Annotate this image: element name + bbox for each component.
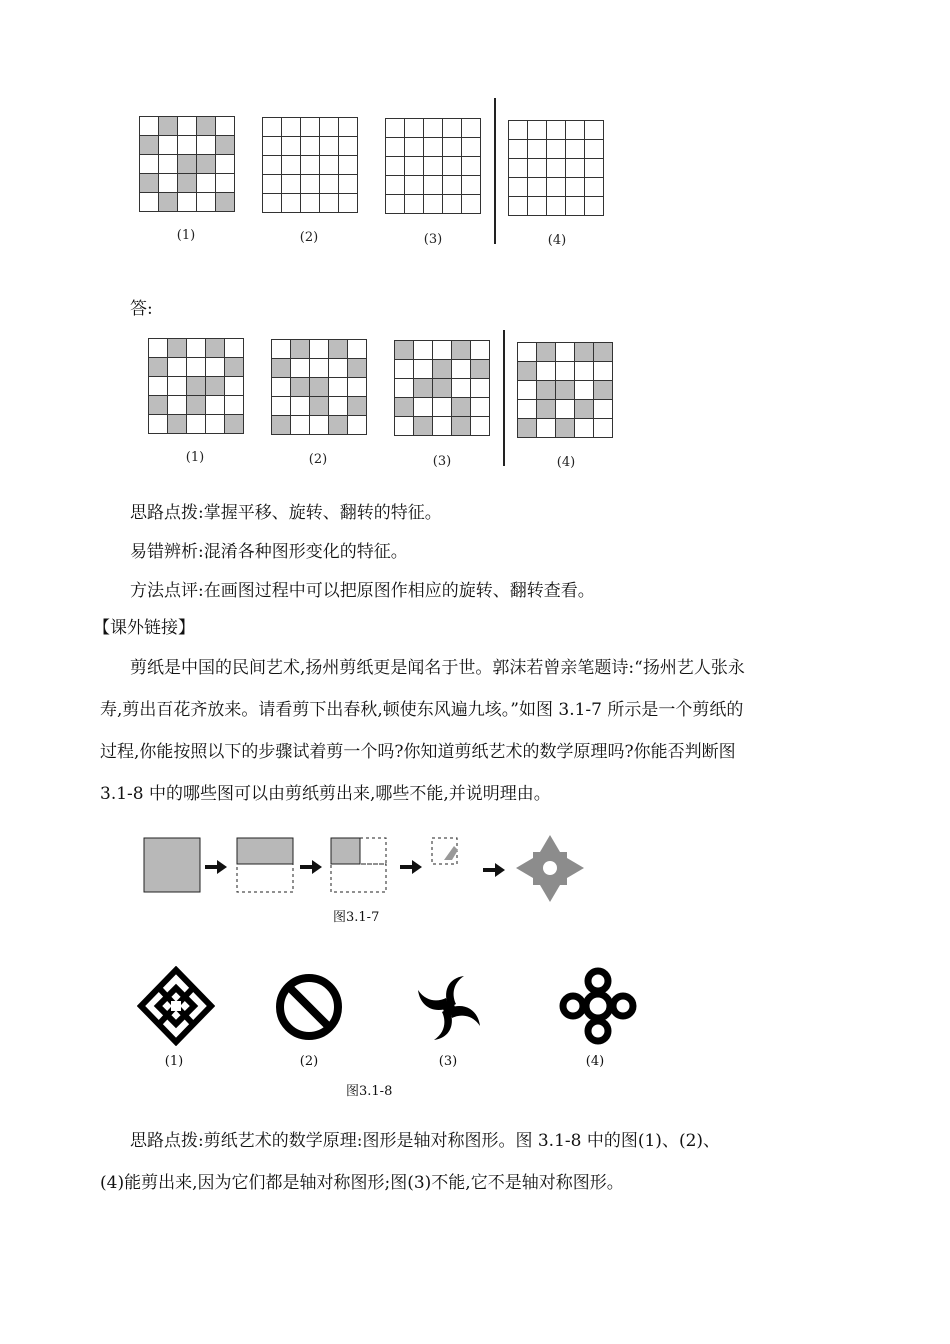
grid-cell <box>423 175 443 195</box>
folded-quarter <box>331 838 360 864</box>
grid-cell <box>290 415 310 435</box>
answer-grid-1 <box>148 338 244 434</box>
grid-cell <box>385 156 405 176</box>
grid-cell <box>148 414 168 434</box>
answer-caption-2: (2) <box>308 452 328 467</box>
grid-cell <box>271 377 291 397</box>
grid-cell-shaded <box>158 192 178 212</box>
grid-cell <box>196 173 216 193</box>
grid-cell <box>451 359 471 379</box>
answer-caption-3: (3) <box>432 454 452 469</box>
question-grid-3 <box>385 118 481 214</box>
grid-cell <box>281 193 301 213</box>
final-hint-line-2: (4)能剪出来,因为它们都是轴对称图形;图(3)不能,它不是轴对称图形。 <box>100 1173 624 1193</box>
grid-cell <box>271 396 291 416</box>
final-hint-line-1: 思路点拨:剪纸艺术的数学原理:图形是轴对称图形。图 3.1-8 中的图(1)、(2)、 <box>130 1131 721 1151</box>
hint-line-3: 方法点评:在画图过程中可以把原图作相应的旋转、翻转查看。 <box>130 581 595 601</box>
grid-cell <box>262 117 282 137</box>
grid-cell <box>385 175 405 195</box>
figure-3-1-8-caption-2: (2) <box>299 1054 319 1069</box>
arrow-icon <box>483 863 505 877</box>
grid-cell <box>432 340 452 360</box>
grid-cell-shaded <box>139 173 159 193</box>
grid-cell-shaded <box>413 378 433 398</box>
grid-cell <box>338 136 358 156</box>
grid-cell-shaded <box>196 154 216 174</box>
grid-cell <box>385 137 405 157</box>
grid-cell <box>527 158 547 178</box>
grid-cell <box>281 136 301 156</box>
dashed-quarter-right <box>360 838 386 864</box>
grid-cell-shaded <box>224 414 244 434</box>
answer-label: 答: <box>130 299 153 319</box>
hint-line-1: 思路点拨:掌握平移、旋转、翻转的特征。 <box>130 503 442 523</box>
grid-cell <box>423 118 443 138</box>
grid-cell <box>536 418 556 438</box>
question-caption-4: (4) <box>547 233 567 248</box>
grid-cell <box>413 397 433 417</box>
question-grid-4 <box>508 120 604 216</box>
grid-cell-shaded <box>470 359 490 379</box>
grid-cell <box>508 139 528 159</box>
grid-cell-shaded <box>451 397 471 417</box>
grid-cell <box>508 120 528 140</box>
grid-cell-shaded <box>555 418 575 438</box>
grid-cell <box>347 339 367 359</box>
grid-cell <box>517 380 537 400</box>
figure-3-1-8-caption-3: (3) <box>438 1054 458 1069</box>
grid-cell <box>148 376 168 396</box>
grid-cell <box>158 173 178 193</box>
grid-cell <box>319 174 339 194</box>
dashed-quarter-bottom <box>331 864 386 892</box>
grid-cell <box>470 340 490 360</box>
grid-cell <box>224 376 244 396</box>
grid-cell <box>309 339 329 359</box>
grid-cell <box>584 158 604 178</box>
grid-cell <box>300 155 320 175</box>
grid-cell <box>139 192 159 212</box>
grid-cell <box>470 416 490 436</box>
paragraph-line-2: 寿,剪出百花齐放来。请看剪下出春秋,顿使东风遍九垓。”如图 3.1-7 所示是一个剪纸的 <box>100 700 744 720</box>
grid-cell <box>224 338 244 358</box>
grid-cell <box>565 177 585 197</box>
grid-cell <box>404 156 424 176</box>
grid-cell <box>423 194 443 214</box>
grid-cell <box>574 418 594 438</box>
grid-cell <box>186 357 206 377</box>
paragraph-line-1: 剪纸是中国的民间艺术,扬州剪纸更是闻名于世。郭沫若曾亲笔题诗:“扬州艺人张永 <box>130 658 745 678</box>
grid-cell <box>574 361 594 381</box>
grid-cell <box>461 156 481 176</box>
grid-cell-shaded <box>432 378 452 398</box>
grid-cell <box>319 193 339 213</box>
grid-cell <box>527 120 547 140</box>
grid-cell <box>546 158 566 178</box>
grid-cell <box>593 399 613 419</box>
figure-3-1-8-shape-1 <box>137 966 215 1046</box>
figure-3-1-8-caption-4: (4) <box>585 1054 605 1069</box>
paragraph-line-4: 3.1-8 中的哪些图可以由剪纸剪出来,哪些不能,并说明理由。 <box>100 784 551 804</box>
grid-cell <box>404 175 424 195</box>
dashed-half <box>237 864 293 892</box>
grid-cell-shaded <box>309 396 329 416</box>
grid-cell <box>224 395 244 415</box>
grid-cell <box>309 415 329 435</box>
figure-3-1-8-caption: 图3.1-8 <box>346 1084 393 1099</box>
grid-cell-shaded <box>177 154 197 174</box>
grid-cell-shaded <box>167 338 187 358</box>
grid-cell <box>338 174 358 194</box>
grid-cell <box>423 137 443 157</box>
grid-cell-shaded <box>593 342 613 362</box>
grid-cell <box>167 395 187 415</box>
grid-cell-shaded <box>224 357 244 377</box>
grid-cell <box>508 158 528 178</box>
grid-cell <box>555 399 575 419</box>
grid-cell <box>527 139 547 159</box>
grid-cell <box>394 378 414 398</box>
question-grid-2 <box>262 117 358 213</box>
grid-cell <box>546 196 566 216</box>
grid-cell <box>385 118 405 138</box>
grid-cell <box>413 340 433 360</box>
grid-cell-shaded <box>215 192 235 212</box>
grid-cell <box>470 378 490 398</box>
grid-cell <box>186 338 206 358</box>
grid-cell <box>517 399 537 419</box>
grid-cell <box>158 135 178 155</box>
answer-caption-4: (4) <box>556 455 576 470</box>
grid-cell <box>338 193 358 213</box>
grid-cell-shaded <box>574 342 594 362</box>
grid-cell <box>338 155 358 175</box>
grid-cell-shaded <box>167 414 187 434</box>
grid-cell <box>432 397 452 417</box>
grid-cell-shaded <box>148 395 168 415</box>
grid-cell <box>139 116 159 136</box>
grid-cell-shaded <box>177 173 197 193</box>
grid-cell <box>328 358 348 378</box>
grid-cell <box>404 118 424 138</box>
section-heading: 【课外链接】 <box>93 618 195 638</box>
grid-cell <box>442 156 462 176</box>
grid-cell-shaded <box>139 135 159 155</box>
hint-line-2: 易错辨析:混淆各种图形变化的特征。 <box>130 542 408 562</box>
grid-cell <box>319 155 339 175</box>
grid-cell-shaded <box>271 415 291 435</box>
grid-cell <box>527 177 547 197</box>
grid-cell-shaded <box>451 416 471 436</box>
grid-cell <box>432 416 452 436</box>
grid-cell <box>196 192 216 212</box>
answer-grid-3 <box>394 340 490 436</box>
grid-cell <box>205 357 225 377</box>
figure-3-1-8-shape-4 <box>558 966 638 1046</box>
grid-cell <box>565 158 585 178</box>
grid-cell <box>527 196 547 216</box>
grid-cell <box>423 156 443 176</box>
grid-cell <box>404 194 424 214</box>
answer-grid-4 <box>517 342 613 438</box>
grid-cell-shaded <box>328 415 348 435</box>
grid-cell <box>196 135 216 155</box>
grid-cell-shaded <box>158 116 178 136</box>
grid-cell <box>555 361 575 381</box>
grid-cell <box>215 116 235 136</box>
question-caption-3: (3) <box>423 232 443 247</box>
grid-cell-shaded <box>205 338 225 358</box>
paragraph-line-3: 过程,你能按照以下的步骤试着剪一个吗?你知道剪纸艺术的数学原理吗?你能否判断图 <box>100 742 736 762</box>
grid-cell-shaded <box>186 376 206 396</box>
folded-half <box>237 838 293 864</box>
arrow-icon <box>205 860 227 874</box>
grid-cell-shaded <box>536 380 556 400</box>
grid-cell-shaded <box>593 380 613 400</box>
grid-cell-shaded <box>536 342 556 362</box>
grid-cell <box>565 139 585 159</box>
star-cutout-icon <box>516 835 584 902</box>
grid-cell <box>328 377 348 397</box>
grid-cell <box>404 137 424 157</box>
grid-cell-shaded <box>186 395 206 415</box>
question-caption-1: (1) <box>176 228 196 243</box>
grid-cell <box>593 361 613 381</box>
grid-cell-shaded <box>432 359 452 379</box>
grid-cell <box>319 136 339 156</box>
grid-cell-shaded <box>347 396 367 416</box>
grid-cell <box>584 139 604 159</box>
grid-cell <box>205 395 225 415</box>
grid-cell <box>328 396 348 416</box>
grid-cell <box>347 377 367 397</box>
grid-cell-shaded <box>205 376 225 396</box>
figure-3-1-7-caption: 图3.1-7 <box>333 910 380 925</box>
grid-cell <box>461 137 481 157</box>
grid-cell <box>470 397 490 417</box>
grid-cell <box>546 120 566 140</box>
grid-cell <box>536 361 556 381</box>
grid-cell <box>508 177 528 197</box>
figure-3-1-8-shape-3 <box>412 972 486 1044</box>
grid-cell-shaded <box>517 361 537 381</box>
grid-cell <box>290 396 310 416</box>
grid-cell <box>338 117 358 137</box>
figure-3-1-8-caption-1: (1) <box>164 1054 184 1069</box>
grid-cell <box>177 192 197 212</box>
grid-cell-shaded <box>536 399 556 419</box>
grid-cell-shaded <box>328 339 348 359</box>
grid-cell <box>215 154 235 174</box>
grid-cell <box>148 338 168 358</box>
grid-cell <box>319 117 339 137</box>
grid-cell <box>262 174 282 194</box>
arrow-icon <box>400 860 422 874</box>
grid-cell <box>281 117 301 137</box>
question-caption-2: (2) <box>299 230 319 245</box>
grid-cell-shaded <box>148 357 168 377</box>
grid-cell-shaded <box>451 340 471 360</box>
grid-cell <box>461 175 481 195</box>
grid-cell <box>186 414 206 434</box>
grid-cell <box>565 120 585 140</box>
grid-cell-shaded <box>196 116 216 136</box>
grid-cell <box>281 155 301 175</box>
grid-cell-shaded <box>555 380 575 400</box>
grid-cell <box>517 342 537 362</box>
answer-caption-1: (1) <box>185 450 205 465</box>
grid-cell <box>281 174 301 194</box>
grid-cell <box>290 358 310 378</box>
grid-cell-shaded <box>394 397 414 417</box>
grid-cell-shaded <box>290 377 310 397</box>
figure-3-1-8-shape-2 <box>274 972 344 1042</box>
grid-cell-shaded <box>215 135 235 155</box>
grid-cell <box>442 194 462 214</box>
grid-cell-shaded <box>574 399 594 419</box>
grid-cell <box>139 154 159 174</box>
grid-cell <box>461 118 481 138</box>
grid-cell <box>584 120 604 140</box>
grid-cell <box>546 177 566 197</box>
grid-cell <box>177 135 197 155</box>
grid-cell-shaded <box>517 418 537 438</box>
grid-cell <box>309 358 329 378</box>
grid-cell-shaded <box>413 416 433 436</box>
grid-cell <box>565 196 585 216</box>
grid-cell <box>442 118 462 138</box>
question-grid-1 <box>139 116 235 212</box>
grid-cell-shaded <box>394 340 414 360</box>
grid-cell <box>177 116 197 136</box>
grid-cell <box>394 359 414 379</box>
paper-square <box>144 838 200 892</box>
grid-cell <box>347 415 367 435</box>
grid-cell <box>271 339 291 359</box>
grid-cell <box>508 196 528 216</box>
figure-3-1-7 <box>140 830 590 910</box>
grid-cell <box>461 194 481 214</box>
answer-divider <box>503 330 505 466</box>
grid-cell <box>413 359 433 379</box>
grid-cell <box>442 175 462 195</box>
grid-cell <box>215 173 235 193</box>
grid-cell <box>546 139 566 159</box>
grid-cell <box>300 174 320 194</box>
grid-cell <box>262 136 282 156</box>
grid-cell <box>300 136 320 156</box>
grid-cell <box>205 414 225 434</box>
grid-cell-shaded <box>290 339 310 359</box>
grid-cell-shaded <box>271 358 291 378</box>
grid-cell <box>584 196 604 216</box>
grid-cell <box>158 154 178 174</box>
grid-cell <box>300 193 320 213</box>
grid-cell <box>394 416 414 436</box>
question-divider <box>494 98 496 244</box>
grid-cell <box>262 193 282 213</box>
grid-cell <box>555 342 575 362</box>
grid-cell <box>300 117 320 137</box>
grid-cell <box>451 378 471 398</box>
grid-cell <box>385 194 405 214</box>
grid-cell <box>262 155 282 175</box>
grid-cell <box>584 177 604 197</box>
grid-cell-shaded <box>309 377 329 397</box>
grid-cell-shaded <box>347 358 367 378</box>
grid-cell <box>593 418 613 438</box>
cut-piece <box>444 846 458 860</box>
grid-cell <box>167 376 187 396</box>
grid-cell <box>167 357 187 377</box>
grid-cell <box>574 380 594 400</box>
arrow-icon <box>300 860 322 874</box>
answer-grid-2 <box>271 339 367 435</box>
grid-cell <box>442 137 462 157</box>
